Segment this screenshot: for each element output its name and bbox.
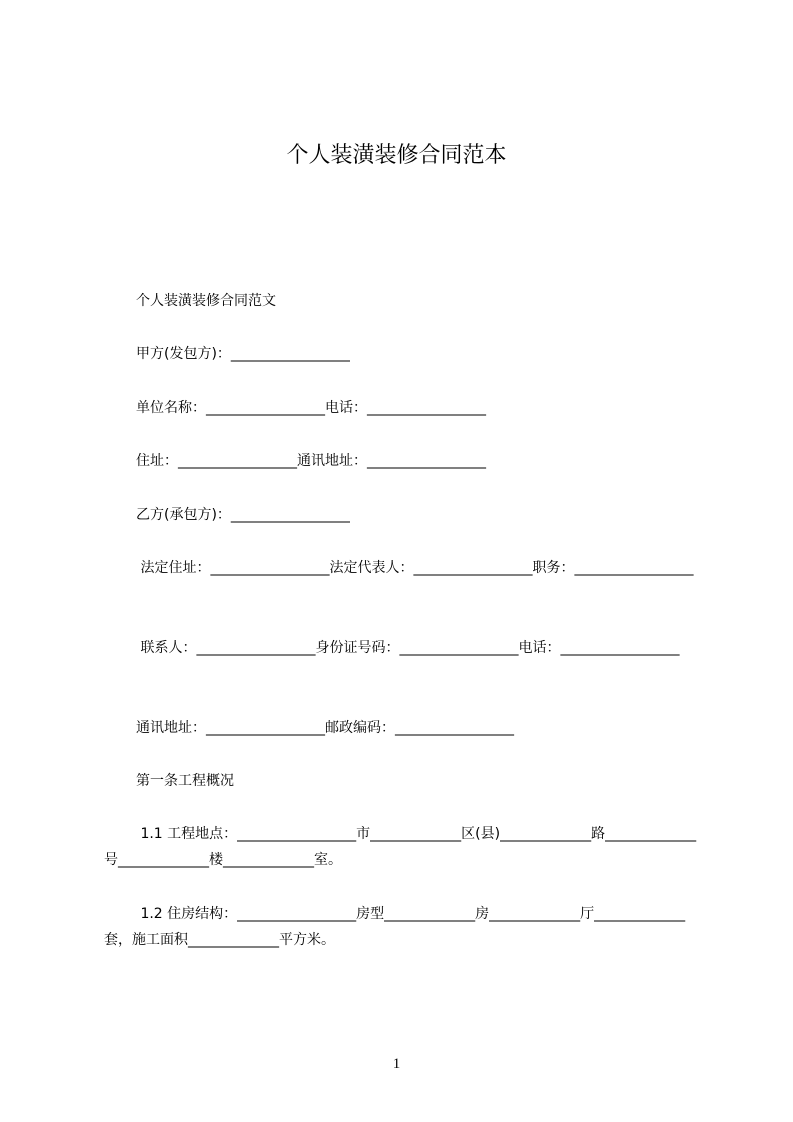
document-title: 个人装潢装修合同范本 <box>286 143 507 168</box>
paragraph-company-phone: 单位名称：_________________电话：_________________ <box>136 400 486 416</box>
paragraph-section-1: 第一条工程概况 <box>136 773 234 789</box>
paragraph-address: 住址：_________________通讯地址：_________________ <box>136 453 486 469</box>
paragraph-postal: 通讯地址：_________________邮政编码：_________________ <box>136 720 514 736</box>
paragraph-party-b: 乙方(承包方)：_________________ <box>136 507 350 523</box>
paragraph-clause-1-2: 1.2 住房结构：_________________房型_____________房_____________厅_____________套，施工面积_____________平方米。 <box>104 906 686 948</box>
page-number: 1 <box>392 1056 401 1072</box>
paragraph-clause-1-1: 1.1 工程地点：_________________市_____________区(县)_____________路_____________号_____________楼_____________室。 <box>104 826 697 868</box>
paragraph-legal-address: 法定住址：_________________法定代表人：_________________职务：_________________ <box>136 560 694 576</box>
paragraph-subtitle: 个人装潢装修合同范文 <box>136 293 276 309</box>
paragraph-party-a: 甲方(发包方)：_________________ <box>136 346 350 362</box>
paragraph-contact: 联系人：_________________身份证号码：_________________电话：_________________ <box>136 640 680 656</box>
